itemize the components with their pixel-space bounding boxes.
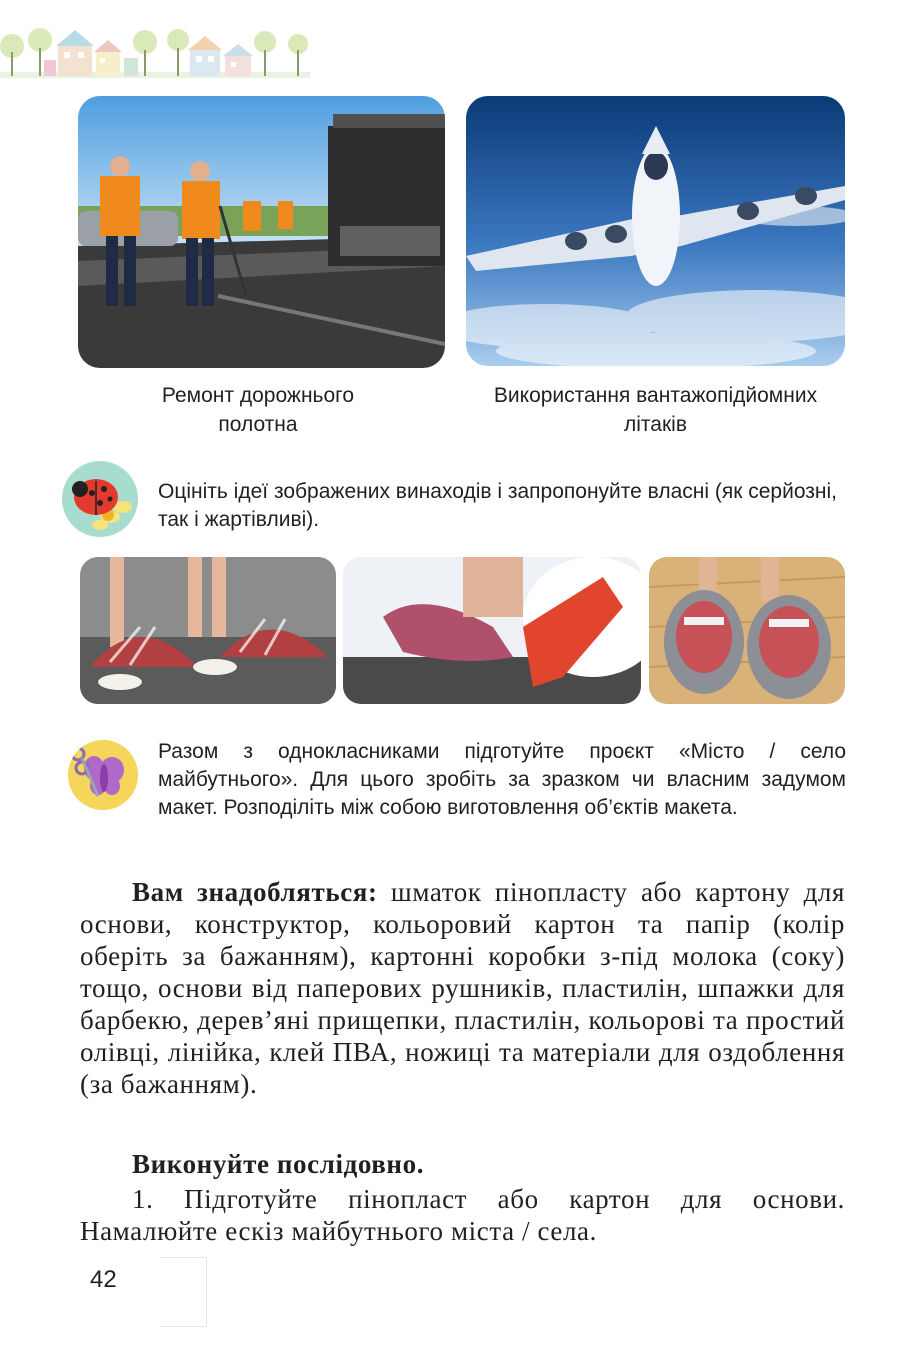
ladybug-icon — [62, 461, 138, 537]
butterfly-scissors-icon — [68, 740, 138, 810]
materials-label: Вам знадобляться: — [132, 877, 378, 907]
airplane-caption: Використання вантажопідйомних літаків — [493, 384, 818, 436]
materials-paragraph — [80, 876, 845, 1100]
header-houses-decoration — [0, 22, 310, 78]
materials-text: шматок пінопласту або картону для основи, конструктор, кольоровий картон та папір (колір оберіть за бажанням), картонні коробки з-під молока (соку) тощо, основи від паперових рушників, пластилін, шпажки для барбекю, дерев’яні прищепки, пластилін, кольорові та простий олівці, лінійка, клей ПВА, ножиці та матеріали для оздоблення (за бажанням). — [80, 877, 845, 1099]
page-corner-tab — [160, 1257, 207, 1327]
mop-slippers-photo — [649, 557, 845, 704]
steps-heading: Виконуйте послідовно. — [132, 1149, 425, 1179]
task-evaluate-ideas: Оцініть ідеї зображених винаходів і запропонуйте власні (як серйозні, так і жартівливі). — [158, 480, 838, 531]
shoe-umbrellas-photo — [80, 557, 336, 704]
step-1-text: 1. Підготуйте пінопласт або картон для основи. Намалюйте ескіз майбутнього міста / села. — [80, 1184, 845, 1246]
page-number: 42 — [90, 1266, 117, 1293]
cargo-airplane-photo — [466, 96, 845, 366]
snow-shovel-shoe-photo — [343, 557, 641, 704]
road-repair-caption: Ремонт дорожнього полотна — [161, 384, 355, 436]
road-repair-photo — [78, 96, 445, 368]
task-project-city: Разом з однокласниками підготуйте проєкт «Місто / село майбутнього». Для цього зробіть за зразком чи власним задумом макет. Розподіліть між собою виготовлення об’єктів макета. — [158, 740, 846, 819]
